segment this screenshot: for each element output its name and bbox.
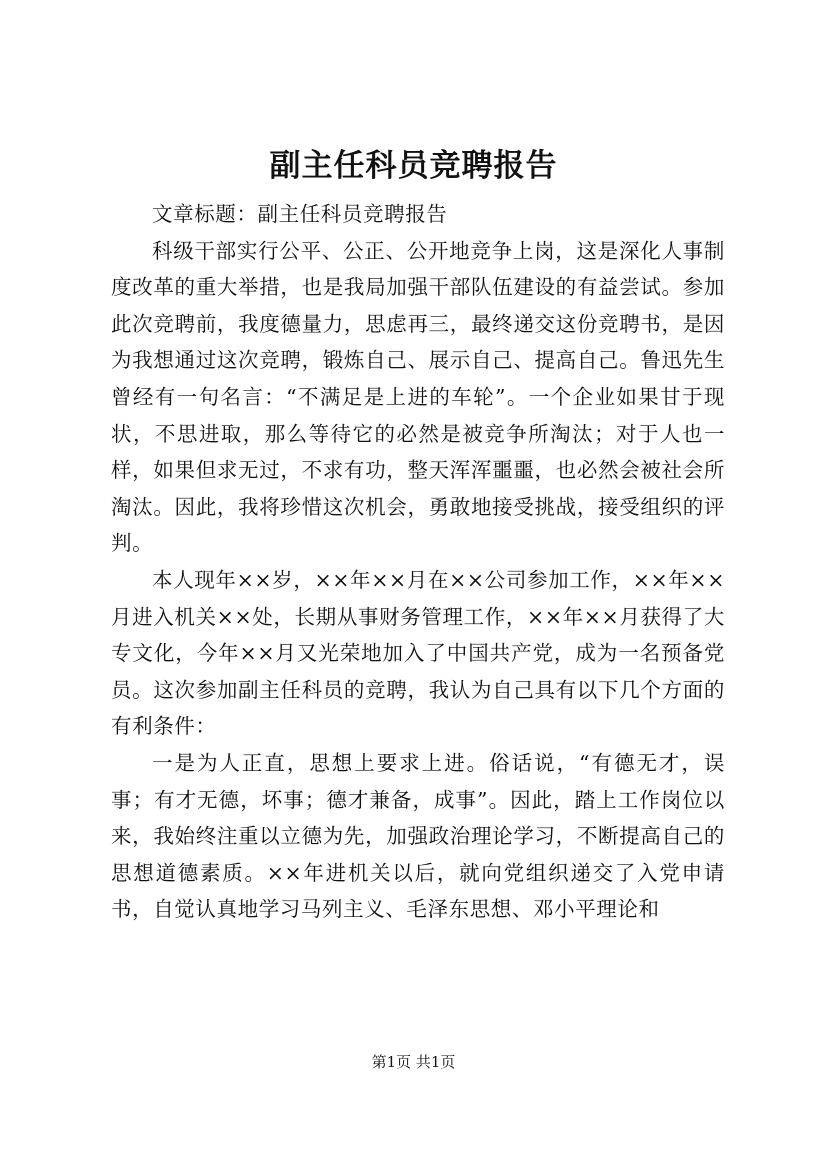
page-footer: 第1页 共1页: [371, 1053, 456, 1071]
body-paragraph: 一是为人正直，思想上要求上进。俗话说，“有德无才，误事；有才无德，坏事；德才兼备，成事”。因此，踏上工作岗位以来，我始终注重以立德为先，加强政治理论学习，不断提高自己的思想道德素质。××年进机关以后，就向党组织递交了入党申请书，自觉认真地学习马列主义、毛泽东思想、邓小平理论和: [111, 750, 725, 922]
body-paragraph: 本人现年××岁，××年××月在××公司参加工作，××年××月进入机关××处，长期从事财务管理工作，××年××月获得了大专文化，今年××月又光荣地加入了中国共产党，成为一名预备党员。这次参加副主任科员的竞聘，我认为自己具有以下几个方面的有利条件：: [111, 567, 725, 739]
body-paragraph: 科级干部实行公平、公正、公开地竞争上岗，这是深化人事制度改革的重大举措，也是我局加强干部队伍建设的有益尝试。参加此次竞聘前，我度德量力，思虑再三，最终递交这份竞聘书，是因为我想通过这次竞聘，锻炼自己、展示自己、提高自己。鲁迅先生曾经有一句名言：“不满足是上进的车轮”。一个企业如果甘于现状，不思进取，那么等待它的必然是被竞争所淘汰；对于人也一样，如果但求无过，不求有功，整天浑浑噩噩，也必然会被社会所淘汰。因此，我将珍惜这次机会，勇敢地接受挑战，接受组织的评判。: [111, 238, 725, 556]
document-body: [111, 196, 725, 928]
article-title-line: 文章标题：副主任科员竞聘报告: [152, 202, 448, 226]
document-title: 副主任科员竞聘报告: [269, 148, 558, 184]
